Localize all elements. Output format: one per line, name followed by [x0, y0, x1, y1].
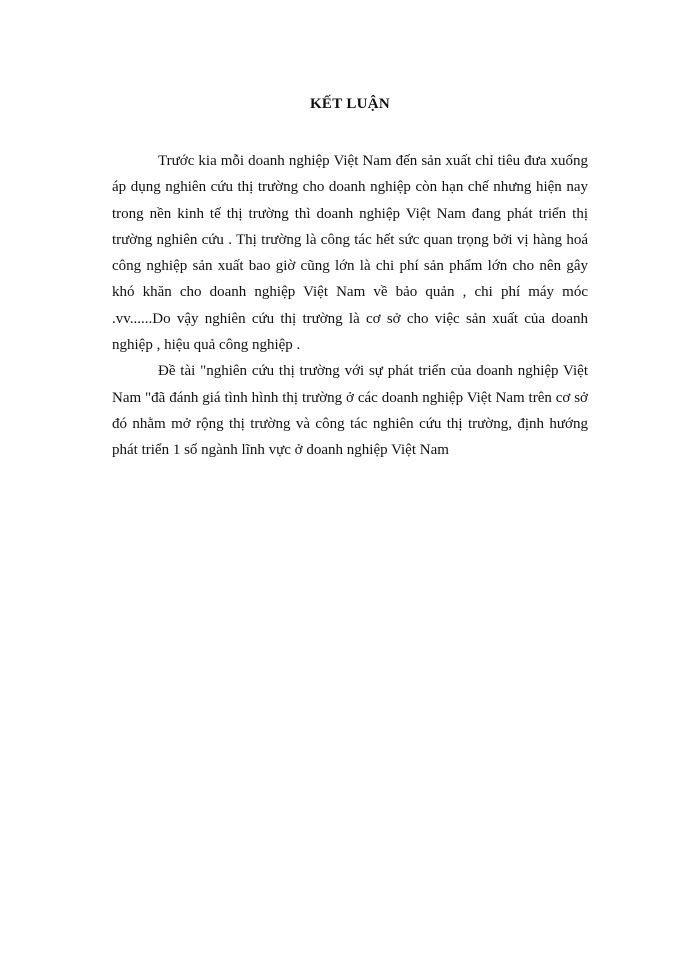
paragraph-1: Trước kia mỗi doanh nghiệp Việt Nam đến sản xuất chỉ tiêu đưa xuống áp dụng nghiên cứu thị trường cho doanh nghiệp còn hạn chế nhưng hiện nay trong nền kinh tế thị trường thì doanh nghiệp Việt Nam đang phát triển thị trường nghiên cứu . Thị trường là công tác hết sức quan trọng bởi vị hàng hoá công nghiệp sản xuất bao giờ cũng lớn là chi phí sản phẩm lớn cho nên gây khó khăn cho doanh nghiệp Việt Nam về bảo quản , chi phí máy móc .vv......Do vậy nghiên cứu thị trường là cơ sở cho việc sản xuất của doanh nghiệp , hiệu quả công nghiệp .: [112, 153, 588, 354]
paragraph-2: Đề tài "nghiên cứu thị trường với sự phát triển của doanh nghiệp Việt Nam "đã đánh giá tình hình thị trường ở các doanh nghiệp Việt Nam trên cơ sở đó nhằm mở rộng thị trường và công tác nghiên cứu thị trường, định hướng phát triển 1 số ngành lĩnh vực ở doanh nghiệp Việt Nam: [112, 363, 588, 459]
document-body: [112, 148, 588, 464]
document-title: KẾT LUẬN: [309, 96, 391, 112]
